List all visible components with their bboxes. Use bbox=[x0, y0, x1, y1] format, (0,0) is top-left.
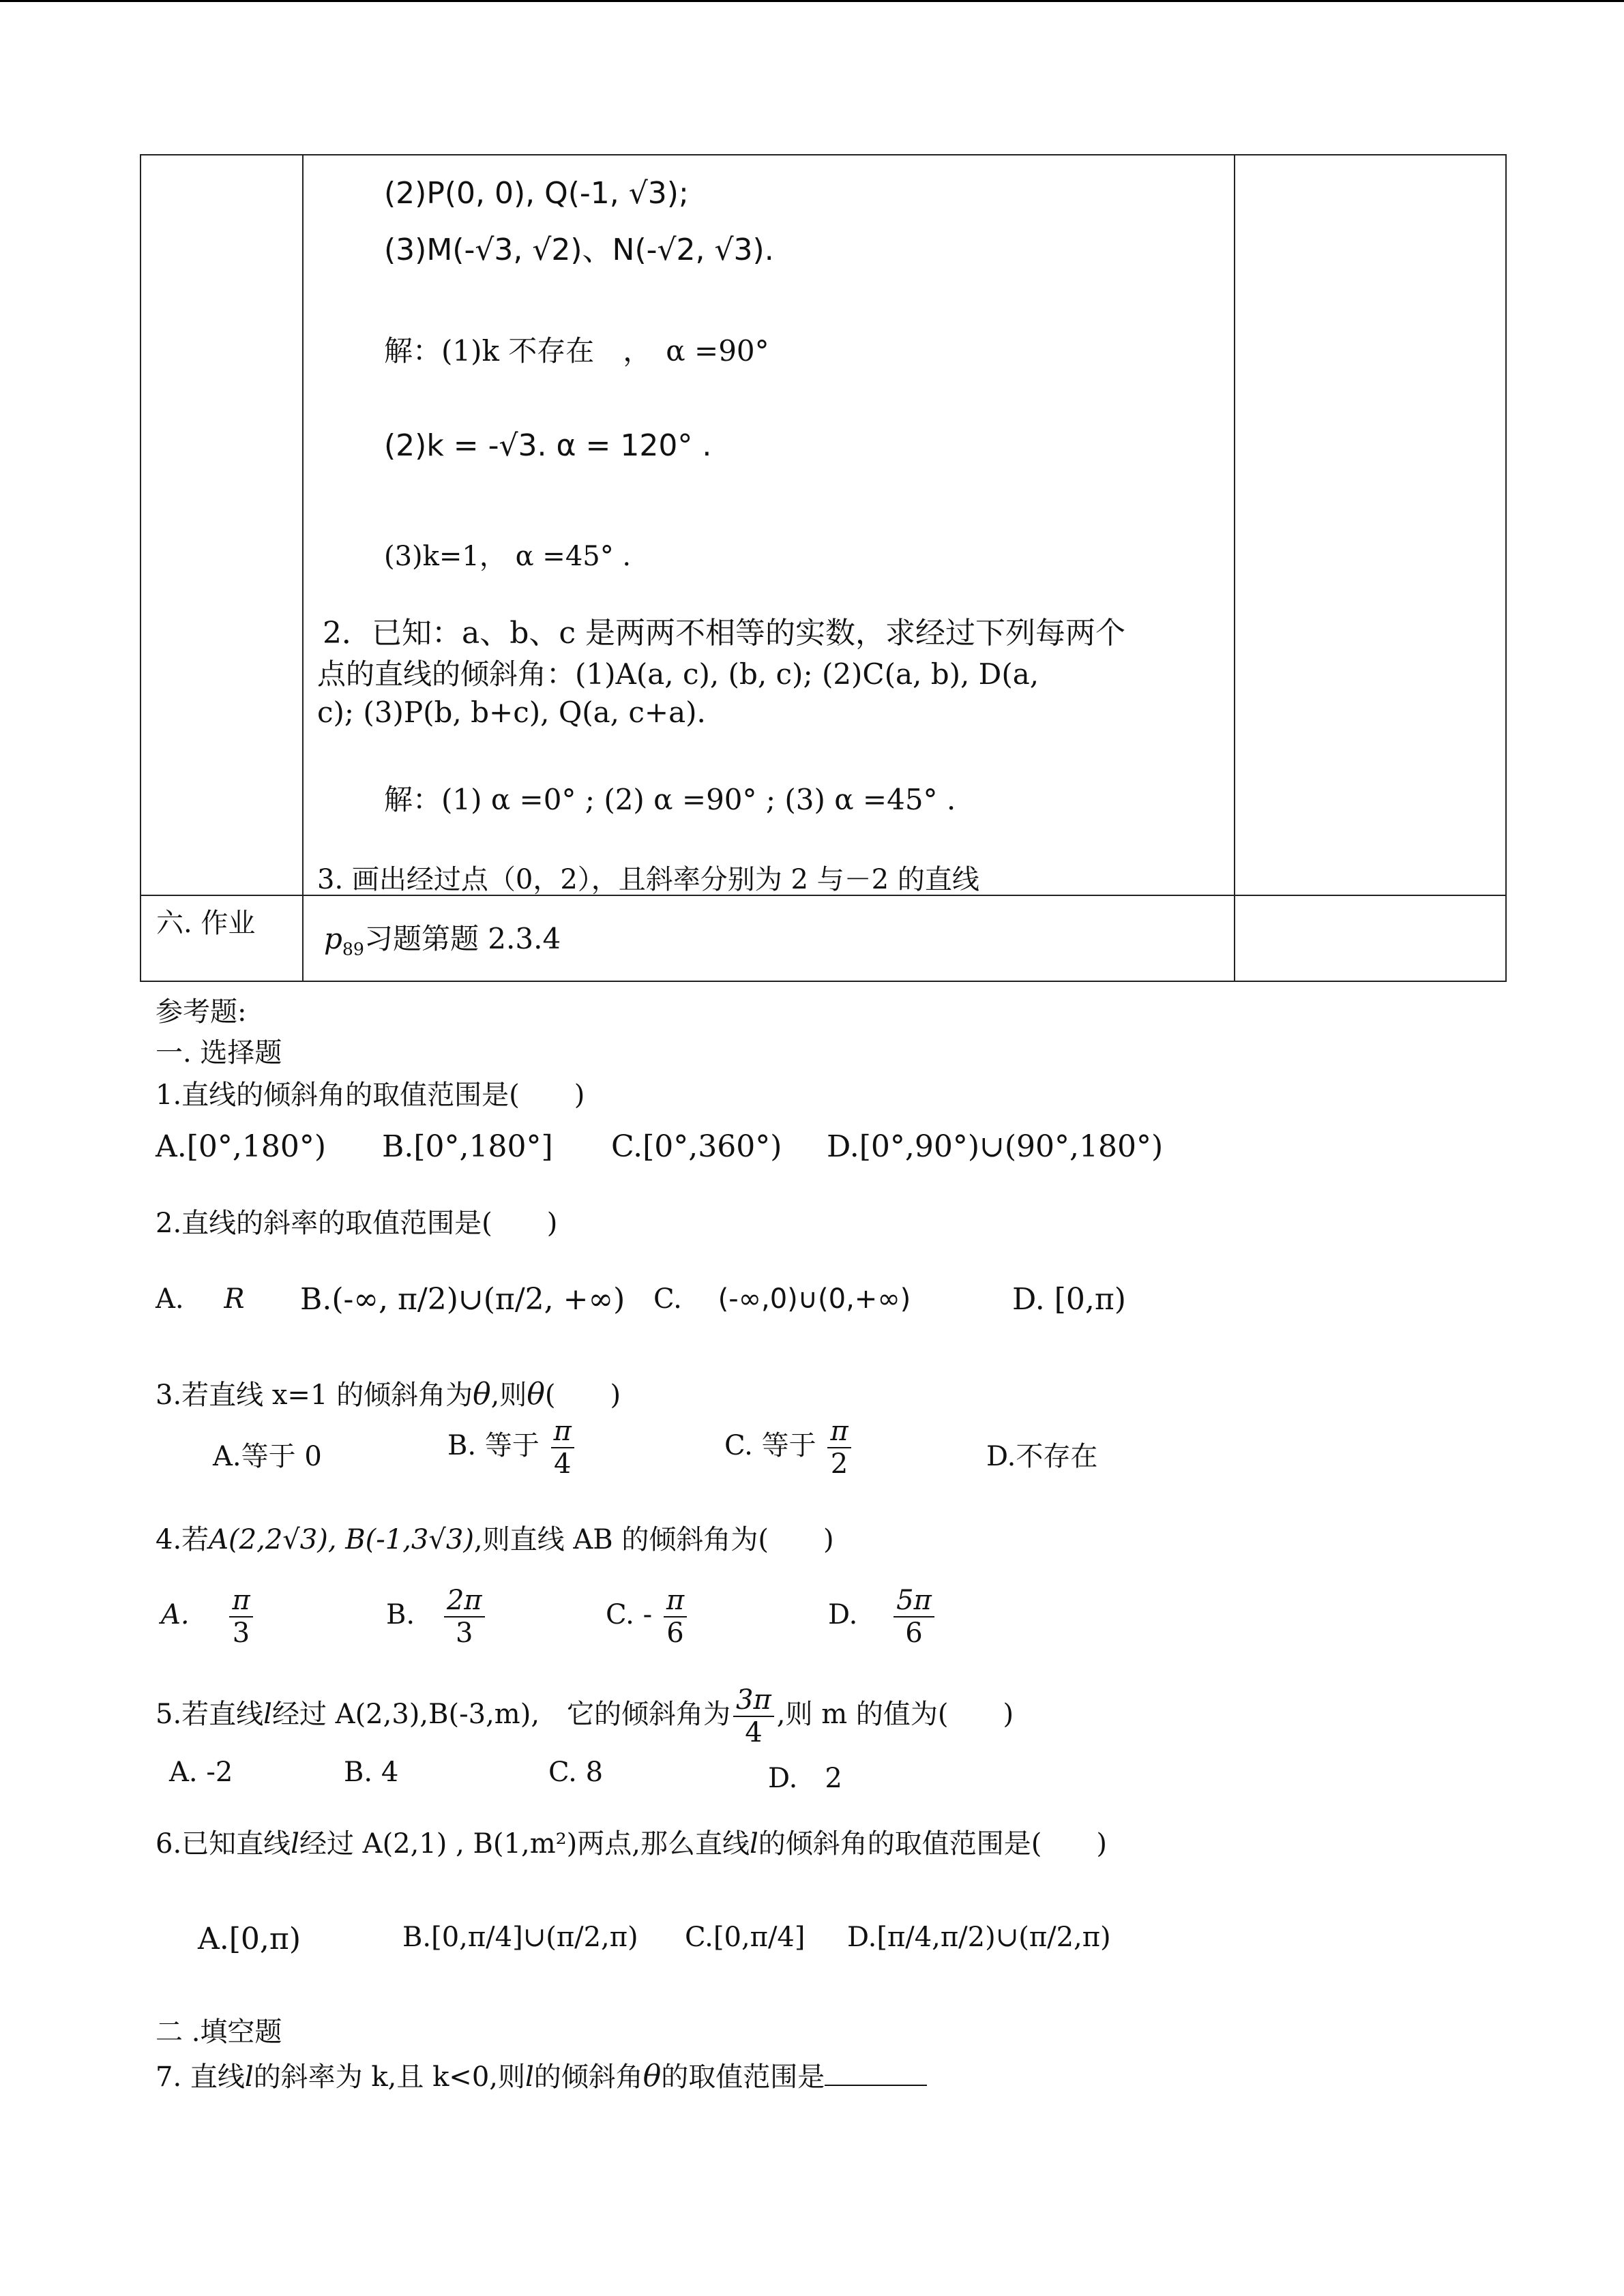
q3-theta: θ bbox=[473, 1377, 491, 1412]
q4-a-denominator: 3 bbox=[232, 1617, 250, 1649]
q7-l-2: l bbox=[525, 2061, 534, 2093]
q2-option-c bbox=[653, 1283, 911, 1315]
q7-answer-blank[interactable] bbox=[825, 2060, 927, 2086]
q1-option-c: C.[0°,360°) bbox=[611, 1129, 782, 1164]
question-2-solution: 解：(1) α =0° ; (2) α =90° ; (3) α =45° . bbox=[384, 783, 956, 816]
q5-text-pre: 5.若直线 bbox=[156, 1699, 264, 1730]
q3-text-post: ( ) bbox=[544, 1380, 621, 1411]
q6-option-b: B.[0,π/4]∪(π/2,π) bbox=[402, 1922, 638, 1953]
table-row bbox=[141, 895, 1506, 981]
homework-label-cell bbox=[141, 895, 303, 981]
q4-d-denominator: 6 bbox=[905, 1617, 923, 1649]
q4-option-a bbox=[161, 1585, 256, 1649]
q3-option-c-label: C. 等于 bbox=[724, 1430, 816, 1461]
homework-content-cell bbox=[303, 895, 1235, 981]
solution-3: (3)k=1， α =45° . bbox=[384, 541, 632, 572]
homework-p: p bbox=[324, 922, 342, 955]
question-3 bbox=[156, 1373, 621, 1412]
q4-text-post: ,则直线 AB 的倾斜角为( ) bbox=[473, 1524, 834, 1555]
q5-denominator: 4 bbox=[745, 1717, 763, 1748]
page-top-border bbox=[0, 0, 1624, 2]
homework-exercise: 习题第题 2.3.4 bbox=[364, 922, 561, 955]
q2-option-c-label: C. bbox=[653, 1283, 682, 1315]
content-cell bbox=[303, 155, 1235, 895]
q3-c-denominator: 2 bbox=[830, 1448, 848, 1480]
q3-text-pre: 3.若直线 x=1 的倾斜角为 bbox=[156, 1380, 473, 1411]
q7-theta: θ bbox=[643, 2059, 662, 2093]
q4-expression: A(2,2√3), B(-1,3√3) bbox=[209, 1524, 474, 1555]
q5-text-mid: 经过 A(2,3),B(-3,m), 它的倾斜角为 bbox=[271, 1699, 731, 1730]
question-6 bbox=[156, 1822, 1107, 1861]
question-4 bbox=[156, 1518, 834, 1557]
question-2-line-1: 2．已知：a、b、c 是两两不相等的实数，求经过下列每两个 bbox=[323, 616, 1126, 651]
q7-text-post: 的取值范围是 bbox=[661, 2061, 825, 2093]
exercise-line-2: (2)P(0, 0), Q(-1, √3); bbox=[384, 176, 689, 211]
table-row bbox=[141, 155, 1506, 895]
q5-option-c: C. 8 bbox=[548, 1757, 604, 1788]
q1-option-b: B.[0°,180°] bbox=[382, 1129, 553, 1164]
q1-option-a: A.[0°,180°) bbox=[156, 1129, 327, 1164]
q7-l: l bbox=[244, 2061, 254, 2093]
q5-option-b: B. 4 bbox=[344, 1757, 399, 1788]
lesson-table bbox=[140, 154, 1507, 982]
q3-b-denominator: 4 bbox=[553, 1448, 572, 1480]
q4-option-b bbox=[386, 1585, 488, 1649]
q5-option-d: D. 2 bbox=[768, 1763, 842, 1794]
q4-a-numerator: π bbox=[229, 1585, 252, 1617]
question-2: 2.直线的斜率的取值范围是( ) bbox=[156, 1208, 558, 1239]
question-3: 3. 画出经过点（0，2），且斜率分别为 2 与－2 的直线 bbox=[317, 864, 979, 895]
q6-option-a: A.[0,π) bbox=[198, 1922, 301, 1956]
section-1-heading: 一. 选择题 bbox=[156, 1037, 282, 1069]
question-2-line-3: c); (3)P(b, b+c), Q(a, c+a). bbox=[317, 696, 706, 729]
q3-option-a: A.等于 0 bbox=[213, 1441, 322, 1472]
q4-b-numerator: 2π bbox=[444, 1585, 485, 1617]
q4-option-a-label: A. bbox=[161, 1599, 190, 1630]
remark-cell-empty bbox=[1235, 155, 1506, 895]
q6-option-c: C.[0,π/4] bbox=[685, 1922, 806, 1953]
homework-text bbox=[324, 916, 561, 959]
q6-l-2: l bbox=[750, 1828, 758, 1860]
q3-option-d: D.不存在 bbox=[986, 1441, 1098, 1472]
q3-option-b bbox=[447, 1416, 577, 1480]
q2-option-a-label: A. bbox=[156, 1283, 184, 1315]
question-5 bbox=[156, 1684, 1014, 1748]
homework-label: 六. 作业 bbox=[156, 908, 256, 939]
homework-page: 89 bbox=[342, 939, 364, 959]
homework-remark-cell bbox=[1235, 895, 1506, 981]
q4-d-numerator: 5π bbox=[894, 1585, 934, 1617]
q4-text-pre: 4.若 bbox=[156, 1524, 209, 1555]
q2-option-d: D. [0,π) bbox=[1012, 1282, 1126, 1317]
question-1: 1.直线的倾斜角的取值范围是( ) bbox=[156, 1079, 585, 1111]
q4-c-numerator: π bbox=[664, 1585, 687, 1617]
q7-text-mid: 的斜率为 k,且 k<0,则 bbox=[253, 2061, 525, 2093]
q5-numerator: 3π bbox=[733, 1684, 774, 1717]
solution-2: (2)k = -√3. α = 120° . bbox=[384, 428, 712, 463]
q6-text-pre: 6.已知直线 bbox=[156, 1828, 291, 1860]
q3-c-numerator: π bbox=[827, 1416, 851, 1448]
q7-text-mid2: 的倾斜角 bbox=[533, 2061, 643, 2093]
reference-title: 参考题: bbox=[156, 996, 247, 1028]
q6-text-mid: 经过 A(2,1) , B(1,m²)两点,那么直线 bbox=[299, 1828, 750, 1860]
q4-option-c bbox=[606, 1585, 690, 1649]
q4-option-d-label: D. bbox=[828, 1599, 858, 1630]
q5-text-post: ,则 m 的值为( ) bbox=[776, 1699, 1014, 1730]
q4-option-b-label: B. bbox=[386, 1599, 415, 1630]
section-2-heading: 二 .填空题 bbox=[156, 2016, 282, 2048]
exercise-line-3: (3)M(-√3, √2)、N(-√2, √3). bbox=[384, 233, 774, 267]
q3-theta-2: θ bbox=[527, 1377, 545, 1412]
question-7 bbox=[156, 2055, 927, 2094]
q4-option-d bbox=[828, 1585, 937, 1649]
q6-l: l bbox=[291, 1828, 299, 1860]
q4-option-c-label: C. - bbox=[606, 1599, 653, 1630]
q3-option-b-label: B. 等于 bbox=[447, 1430, 540, 1461]
solution-1: 解：(1)k 不存在 ， α =90° bbox=[384, 334, 769, 368]
q2-option-b: B.(-∞, π/2)∪(π/2, +∞) bbox=[300, 1282, 625, 1317]
label-cell-empty bbox=[141, 155, 303, 895]
question-2-line-2: 点的直线的倾斜角：(1)A(a, c), (b, c); (2)C(a, b), D(a, bbox=[317, 657, 1039, 691]
q5-l: l bbox=[263, 1699, 272, 1730]
q2-option-c-value: (-∞,0)∪(0,+∞) bbox=[718, 1283, 911, 1315]
q2-option-a-value: R bbox=[224, 1283, 245, 1315]
q4-c-denominator: 6 bbox=[666, 1617, 684, 1649]
q1-option-d: D.[0°,90°)∪(90°,180°) bbox=[827, 1129, 1164, 1164]
q6-text-post: 的倾斜角的取值范围是( ) bbox=[758, 1828, 1108, 1860]
q3-option-c bbox=[724, 1416, 854, 1480]
q6-option-d: D.[π/4,π/2)∪(π/2,π) bbox=[847, 1922, 1111, 1953]
q3-b-numerator: π bbox=[551, 1416, 574, 1448]
q7-text-pre: 7. 直线 bbox=[156, 2061, 245, 2093]
q5-option-a: A. -2 bbox=[169, 1757, 233, 1788]
q4-b-denominator: 3 bbox=[455, 1617, 473, 1649]
q2-option-a bbox=[156, 1283, 244, 1315]
q3-text-mid: ,则 bbox=[490, 1380, 527, 1411]
